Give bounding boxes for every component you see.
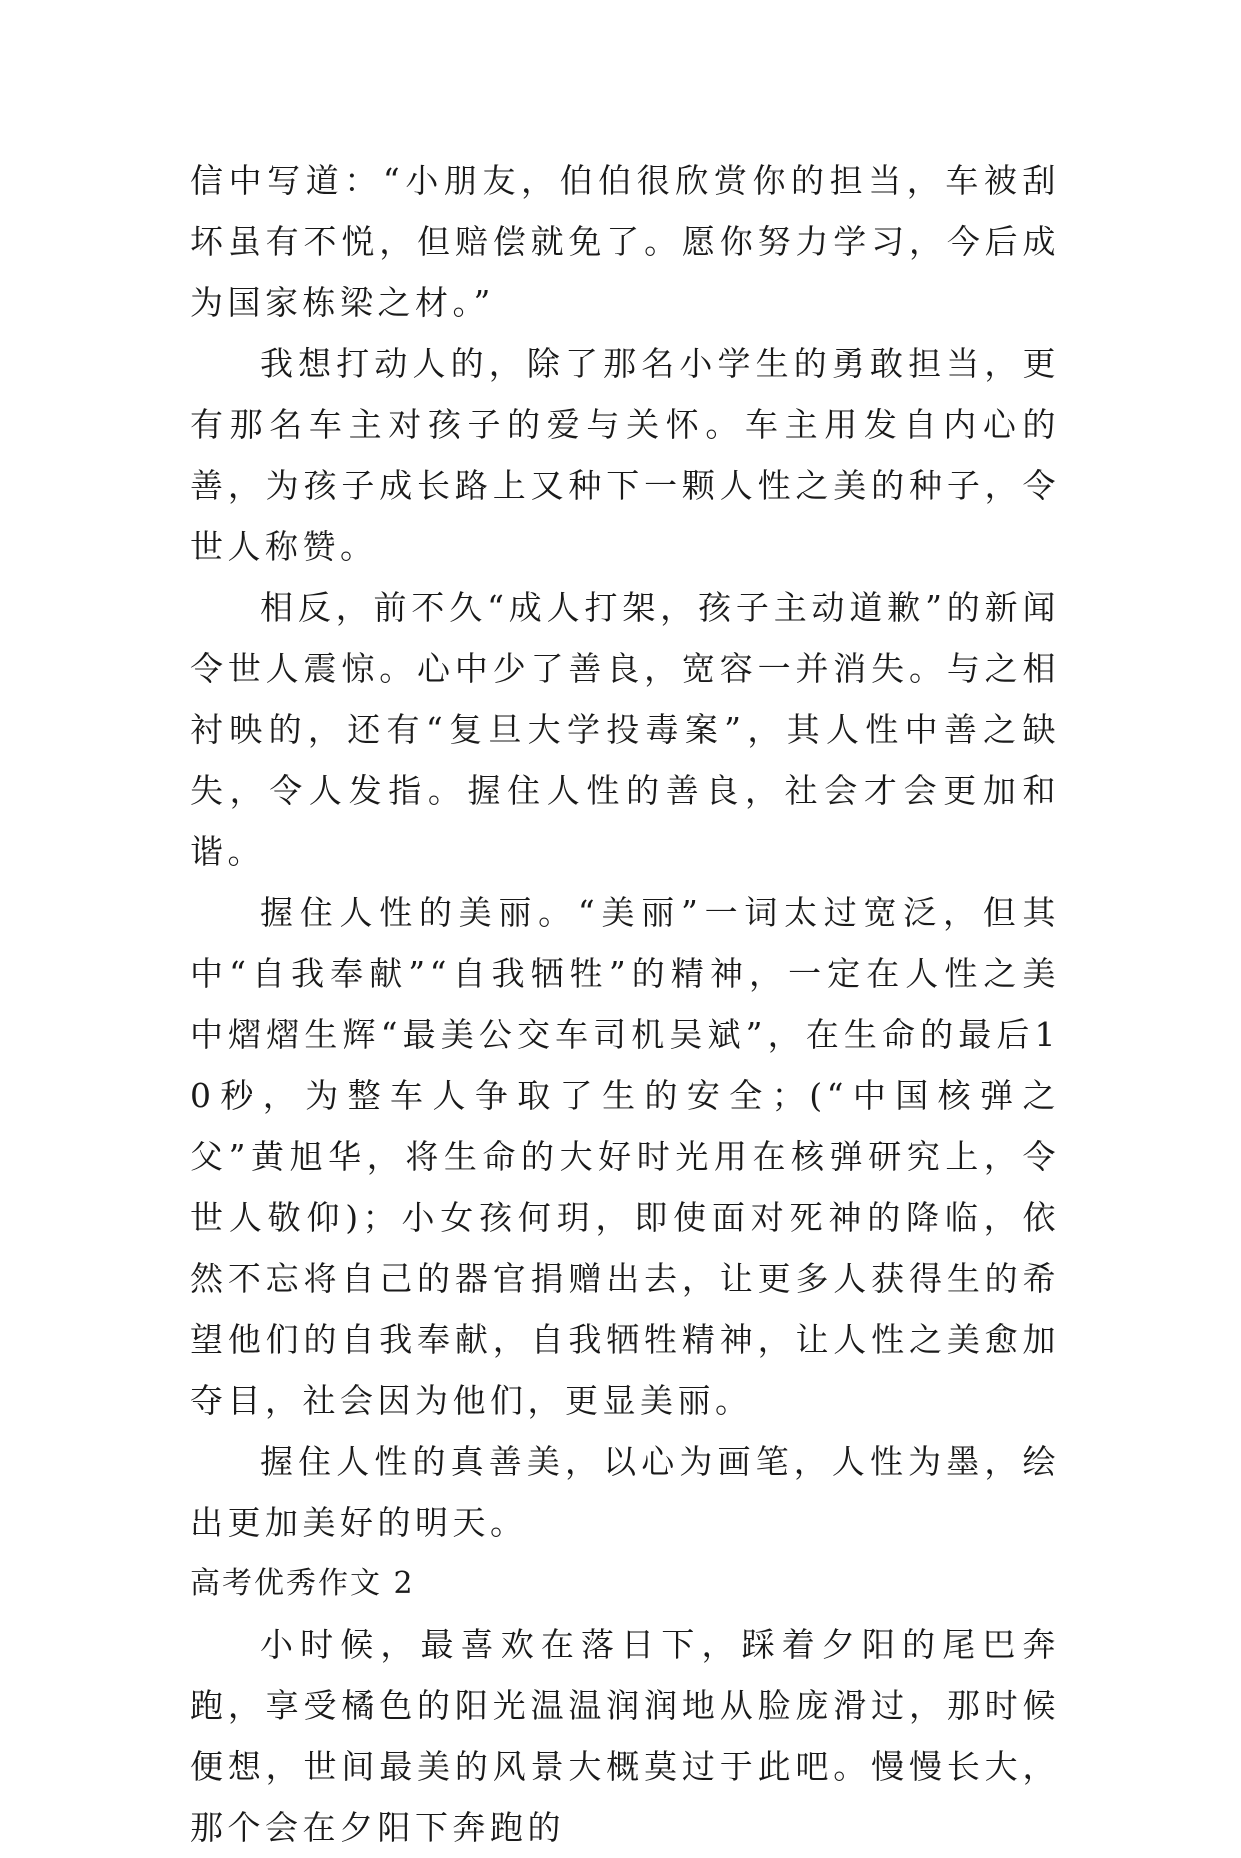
- paragraph-conclusion: 握住人性的真善美，以心为画笔，人性为墨，绘出更加美好的明天。: [190, 1442, 1060, 1542]
- paragraph-childhood: 小时候，最喜欢在落日下，踩着夕阳的尾巴奔跑，享受橘色的阳光温温润润地从脸庞滑过，那时候便想，世间最美的风景大概莫过于此吧。慢慢长大，那个会在夕阳下奔跑的: [190, 1625, 1060, 1847]
- paragraph-beauty-of-humanity: 握住人性的美丽。“美丽”一词太过宽泛，但其中“自我奉献”“自我牺牲”的精神，一定在人性之美中熠熠生辉“最美公交车司机吴斌”，在生命的最后10秒，为整车人争取了生的安全；(“中国核弹之父”黄旭华，将生命的大好时光用在核弹研究上，令世人敬仰)；小女孩何玥，即使面对死神的降临，依然不忘将自己的器官捐赠出去，让更多人获得生的希望他们的自我奉献，自我牺牲精神，让人性之美愈加夺目，社会因为他们，更显美丽。: [190, 893, 1060, 1420]
- paragraph-car-owner: 我想打动人的，除了那名小学生的勇敢担当，更有那名车主对孩子的爱与关怀。车主用发自内心的善，为孩子成长路上又种下一颗人性之美的种子，令世人称赞。: [190, 344, 1060, 566]
- paragraph-contrast: 相反，前不久“成人打架，孩子主动道歉”的新闻令世人震惊。心中少了善良，宽容一并消失。与之相衬映的，还有“复旦大学投毒案”，其人性中善之缺失，令人发指。握住人性的善良，社会才会更加和谐。: [190, 588, 1060, 871]
- paragraph-letter-quote: 信中写道：“小朋友，伯伯很欣赏你的担当，车被刮坏虽有不悦，但赔偿就免了。愿你努力学习，今后成为国家栋梁之材。”: [190, 161, 1060, 322]
- essay-heading: 高考优秀作文 2: [190, 1566, 415, 1601]
- document-page: [190, 150, 1060, 1858]
